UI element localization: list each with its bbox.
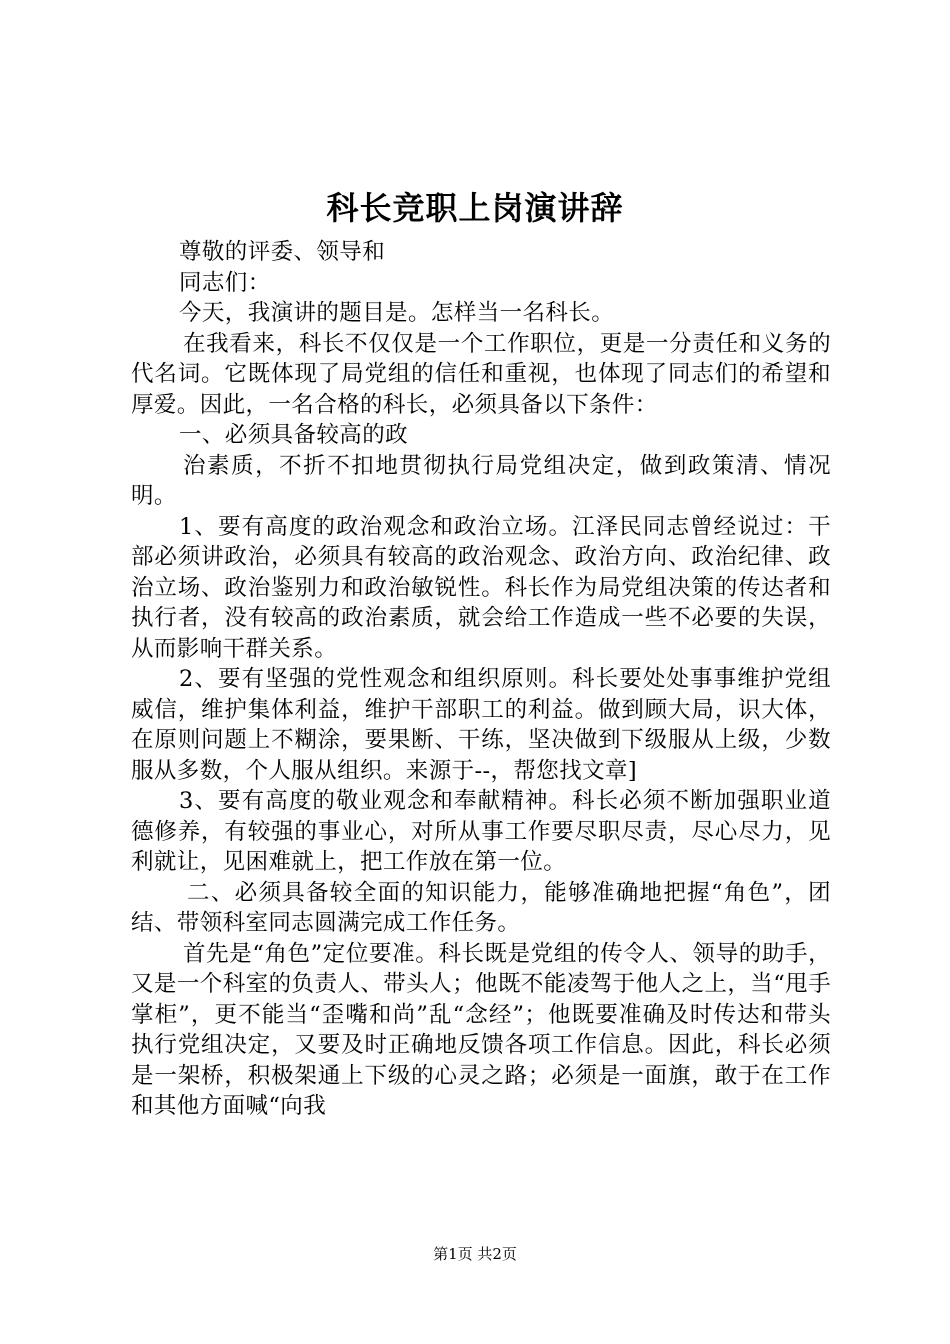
- page-footer: 第1页 共2页: [433, 1245, 517, 1263]
- paragraph-point-2: 2、要有坚强的党性观念和组织原则。科长要处处事事维护党组威信，维护集体利益，维护干部职工的利益。做到顾大局，识大体，在原则问题上不糊涂，要果断、干练，坚决做到下级服从上级，少数服从多数，个人服从组织。来源于--，帮您找文章]: [131, 666, 831, 784]
- paragraph-section-2: 二、必须具备较全面的知识能力，能够准确地把握“角色”，团结、带领科室同志圆满完成工作任务。: [131, 879, 831, 936]
- paragraph-point-1: 1、要有高度的政治观念和政治立场。江泽民同志曾经说过：干部必须讲政治，必须具有较高的政治观念、政治方向、政治纪律、政治立场、政治鉴别力和政治敏锐性。科长作为局党组决策的传达者和执行者，没有较高的政治素质，就会给工作造成一些不必要的失误，从而影响干群关系。: [131, 513, 831, 662]
- paragraph-section-1-body: 治素质，不折不扣地贯彻执行局党组决定，做到政策清、情况明。: [131, 452, 831, 509]
- document-body: [131, 237, 831, 1122]
- paragraph-role: 首先是“角色”定位要准。科长既是党组的传令人、领导的助手，又是一个科室的负责人、带头人；他既不能凌驾于他人之上，当“甩手掌柜”，更不能当“歪嘴和尚”乱“念经”；他既要准确及时传达和带头执行党组决定，又要及时正确地反馈各项工作信息。因此，科长必须是一架桥，积极架通上下级的心灵之路；必须是一面旗，敢于在工作和其他方面喊“向我: [131, 940, 831, 1119]
- paragraph-intro: 在我看来，科长不仅仅是一个工作职位，更是一分责任和义务的代名词。它既体现了局党组的信任和重视，也体现了同志们的希望和厚爱。因此，一名合格的科长，必须具备以下条件：: [131, 330, 831, 418]
- paragraph-salutation-1: 尊敬的评委、领导和: [179, 239, 386, 265]
- paragraph-salutation-2: 同志们：: [179, 269, 271, 296]
- paragraph-point-3: 3、要有高度的敬业观念和奉献精神。科长必须不断加强职业道德修养，有较强的事业心，对所从事工作要尽职尽责，尽心尽力，见利就让，见困难就上，把工作放在第一位。: [131, 788, 831, 875]
- paragraph-topic: 今天，我演讲的题目是。怎样当一名科长。: [179, 300, 615, 326]
- page-title: 科长竞职上岗演讲辞: [326, 189, 624, 227]
- paragraph-section-1-heading: 一、必须具备较高的政: [179, 422, 409, 448]
